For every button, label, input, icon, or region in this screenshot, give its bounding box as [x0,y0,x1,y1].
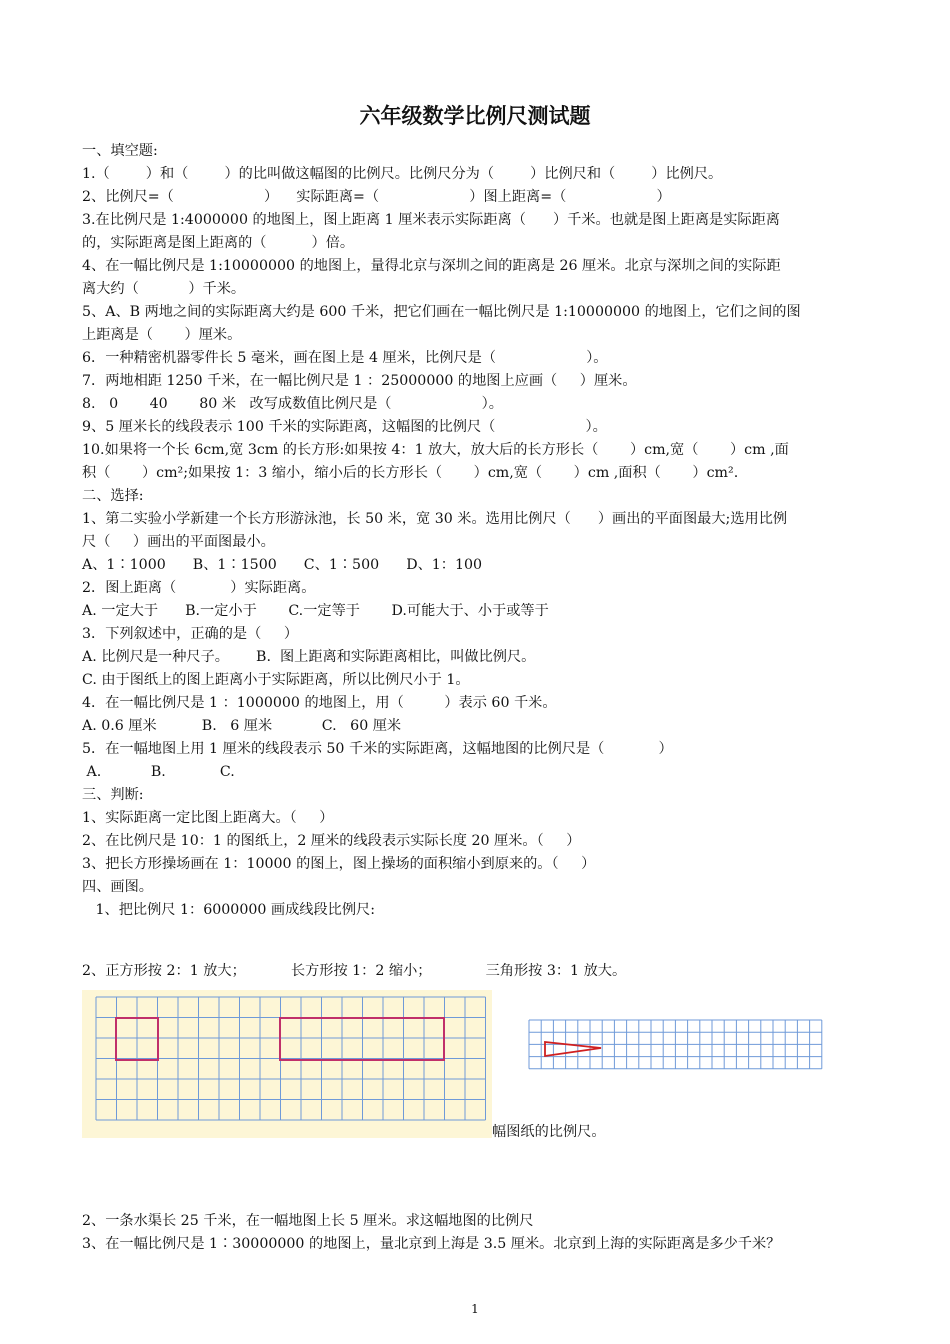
question-line: 3、在一幅比例尺是 1∶30000000 的地图上，量北京到上海是 3.5 厘米。北京到上海的实际距离是多少千米？ [82,1236,781,1252]
question-line: A. B. C. [82,764,235,780]
tail-text: 幅图纸的比例尺。 [492,1124,606,1140]
grid-triangle [527,1018,827,1080]
drawing-instruction: 2、正方形按 2：1 放大； 长方形按 1：2 缩小； 三角形按 3：1 放大。 [82,963,627,979]
question-line: 1、实际距离一定比图上距离大。（ ） [82,810,334,826]
question-line: 8. 0 40 80 米 改写成数值比例尺是（ ）。 [82,396,503,412]
question-line: C. 由于图纸上的图上距离小于实际距离，所以比例尺小于 1。 [82,672,470,688]
question-line: 1、把比例尺 1：6000000 画成线段比例尺: [82,902,376,918]
question-line: 2、在比例尺是 10：1 的图纸上，2 厘米的线段表示实际长度 20 厘米。（ ） [82,833,581,849]
question-line: 2、比例尺=（ ） 实际距离=（ ）图上距离=（ ） [82,189,671,205]
grid-drawing-1 [82,990,492,1138]
question-line: 4、在一幅比例尺是 1:10000000 的地图上，量得北京与深圳之间的距离是 26 厘米。北京与深圳之间的实际距 [82,258,781,274]
grid-drawing-2 [527,1018,827,1080]
question-line: 7．两地相距 1250 千米，在一幅比例尺是 1 ：25000000 的地图上应画（ ）厘米。 [82,373,637,389]
question-line: 4．在一幅比例尺是 1 ：1000000 的地图上，用（ ）表示 60 千米。 [82,695,557,711]
question-line: 5、A、B 两地之间的实际距离大约是 600 千米，把它们画在一幅比例尺是 1:10000000 的地图上，它们之间的图 [82,304,801,320]
question-line: 四、画图。 [82,879,153,895]
question-line: 6．一种精密机器零件长 5 毫米，画在图上是 4 厘米，比例尺是（ ）。 [82,350,608,366]
question-line: 上距离是（ ）厘米。 [82,327,242,343]
grid-square-rectangle [82,990,492,1138]
question-line: 尺（ ）画出的平面图最小。 [82,534,275,550]
question-line: 1、第二实验小学新建一个长方形游泳池，长 50 米，宽 30 米。选用比例尺（ ）画出的平面图最大;选用比例 [82,511,788,527]
question-line: 3、把长方形操场画在 1：10000 的图上，图上操场的面积缩小到原来的。（ ） [82,856,596,872]
question-line: A. 比例尺是一种尺子。 B. 图上距离和实际距离相比，叫做比例尺。 [82,649,536,665]
question-line: 3.在比例尺是 1:4000000 的地图上，图上距离 1 厘米表示实际距离（ ）千米。也就是图上距离是实际距离 [82,212,780,228]
question-line: 三、判断: [82,787,144,803]
question-line: A. 0.6 厘米 B. 6 厘米 C. 60 厘米 [82,718,402,734]
question-line: 3．下列叙述中，正确的是（ ） [82,626,299,642]
question-line: 二、选择: [82,488,144,504]
page-title: 六年级数学比例尺测试题 [359,104,591,128]
question-line: A. 一定大于 B.一定小于 C.一定等于 D.可能大于、小于或等于 [82,603,549,619]
question-line: A、1∶1000 B、1∶1500 C、1∶500 D、1：100 [82,557,483,573]
question-body [82,140,874,922]
question-line: 10.如果将一个长 6cm,宽 3cm 的长方形:如果按 4：1 放大，放大后的长方形长（ ）cm,宽（ ）cm ,面 [82,442,789,458]
question-line: 2．图上距离（ ）实际距离。 [82,580,316,596]
question-line: 2、一条水渠长 25 千米，在一幅地图上长 5 厘米。求这幅地图的比例尺 [82,1213,534,1229]
question-line: 一、填空题: [82,143,158,159]
page-number: 1 [471,1302,479,1316]
question-line: 1.（ ）和（ ）的比叫做这幅图的比例尺。比例尺分为（ ）比例尺和（ ）比例尺。 [82,166,723,182]
question-line: 9、5 厘米长的线段表示 100 千米的实际距离，这幅图的比例尺（ ）。 [82,419,607,435]
final-questions [82,1210,780,1256]
question-line: 积（ ）cm²;如果按 1：3 缩小，缩小后的长方形长（ ）cm,宽（ ）cm ,面积（ ）cm². [82,465,739,481]
question-line: 的，实际距离是图上距离的（ ）倍。 [82,235,355,251]
question-line: 5．在一幅地图上用 1 厘米的线段表示 50 千米的实际距离，这幅地图的比例尺是（ ） [82,741,673,757]
question-line: 离大约（ ）千米。 [82,281,246,297]
question-lines [82,140,874,922]
